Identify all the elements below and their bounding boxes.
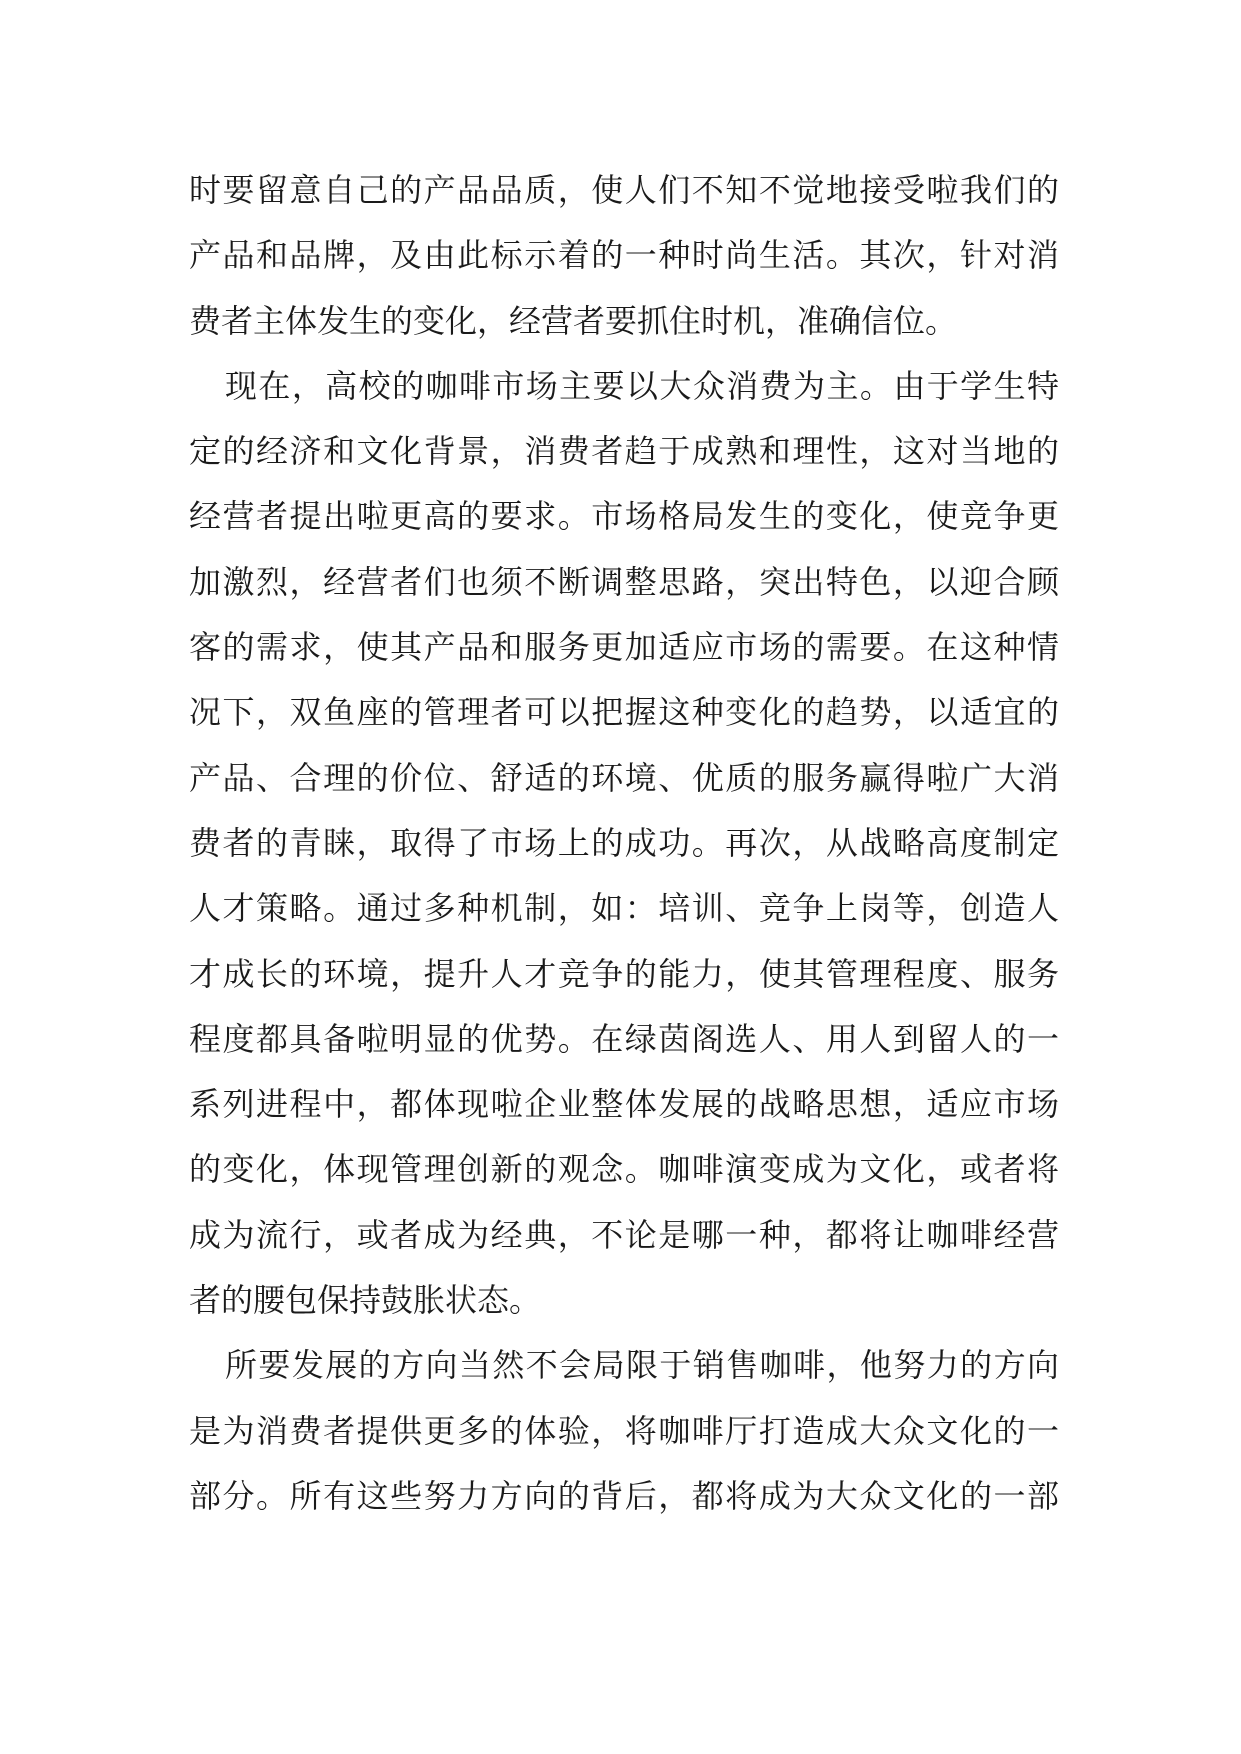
paragraph-2-line-7: 产品、合理的价位、舒适的环境、优质的服务赢得啦广大消 <box>189 758 1059 797</box>
paragraph-2-line-14: 成为流行，或者成为经典，不论是哪一种，都将让咖啡经营 <box>189 1215 1059 1254</box>
paragraph-1-line-1: 时要留意自己的产品品质，使人们不知不觉地接受啦我们的 <box>189 171 1059 209</box>
paragraph-1-line-2: 产品和品牌，及由此标示着的一种时尚生活。其次，针对消 <box>189 236 1059 275</box>
paragraph-2-line-8: 费者的青睐，取得了市场上的成功。再次，从战略高度制定 <box>189 823 1059 862</box>
paragraph-2-line-1: 现在，高校的咖啡市场主要以大众消费为主。由于学生特 <box>225 366 1059 405</box>
paragraph-3-line-3: 部分。所有这些努力方向的背后，都将成为大众文化的一部 <box>189 1476 1059 1515</box>
body-text <box>189 158 1059 1529</box>
paragraph-2-line-6: 况下，双鱼座的管理者可以把握这种变化的趋势，以适宜的 <box>189 693 1059 732</box>
paragraph-2-line-9: 人才策略。通过多种机制，如：培训、竞争上岗等，创造人 <box>189 889 1059 928</box>
paragraph-2-line-10: 才成长的环境，提升人才竞争的能力，使其管理程度、服务 <box>189 954 1059 993</box>
paragraph-1-line-3: 费者主体发生的变化，经营者要抓住时机，准确信位。 <box>189 301 958 340</box>
paragraph-2-line-5: 客的需求，使其产品和服务更加适应市场的需要。在这种情 <box>189 628 1059 667</box>
paragraph-2-line-2: 定的经济和文化背景，消费者趋于成熟和理性，这对当地的 <box>189 432 1059 471</box>
paragraph-2-line-12: 系列进程中，都体现啦企业整体发展的战略思想，适应市场 <box>189 1085 1059 1124</box>
paragraph-3-line-2: 是为消费者提供更多的体验，将咖啡厅打造成大众文化的一 <box>189 1411 1059 1450</box>
paragraph-2-line-15: 者的腰包保持鼓胀状态。 <box>189 1281 542 1320</box>
paragraph-2-line-13: 的变化，体现管理创新的观念。咖啡演变成为文化，或者将 <box>189 1150 1059 1189</box>
paragraph-3-line-1: 所要发展的方向当然不会局限于销售咖啡，他努力的方向 <box>225 1346 1059 1385</box>
paragraph-2-line-11: 程度都具备啦明显的优势。在绿茵阁选人、用人到留人的一 <box>189 1019 1059 1058</box>
paragraph-2-line-4: 加激烈，经营者们也须不断调整思路，突出特色，以迎合顾 <box>189 562 1059 601</box>
paragraph-2-line-3: 经营者提出啦更高的要求。市场格局发生的变化，使竞争更 <box>189 497 1059 536</box>
